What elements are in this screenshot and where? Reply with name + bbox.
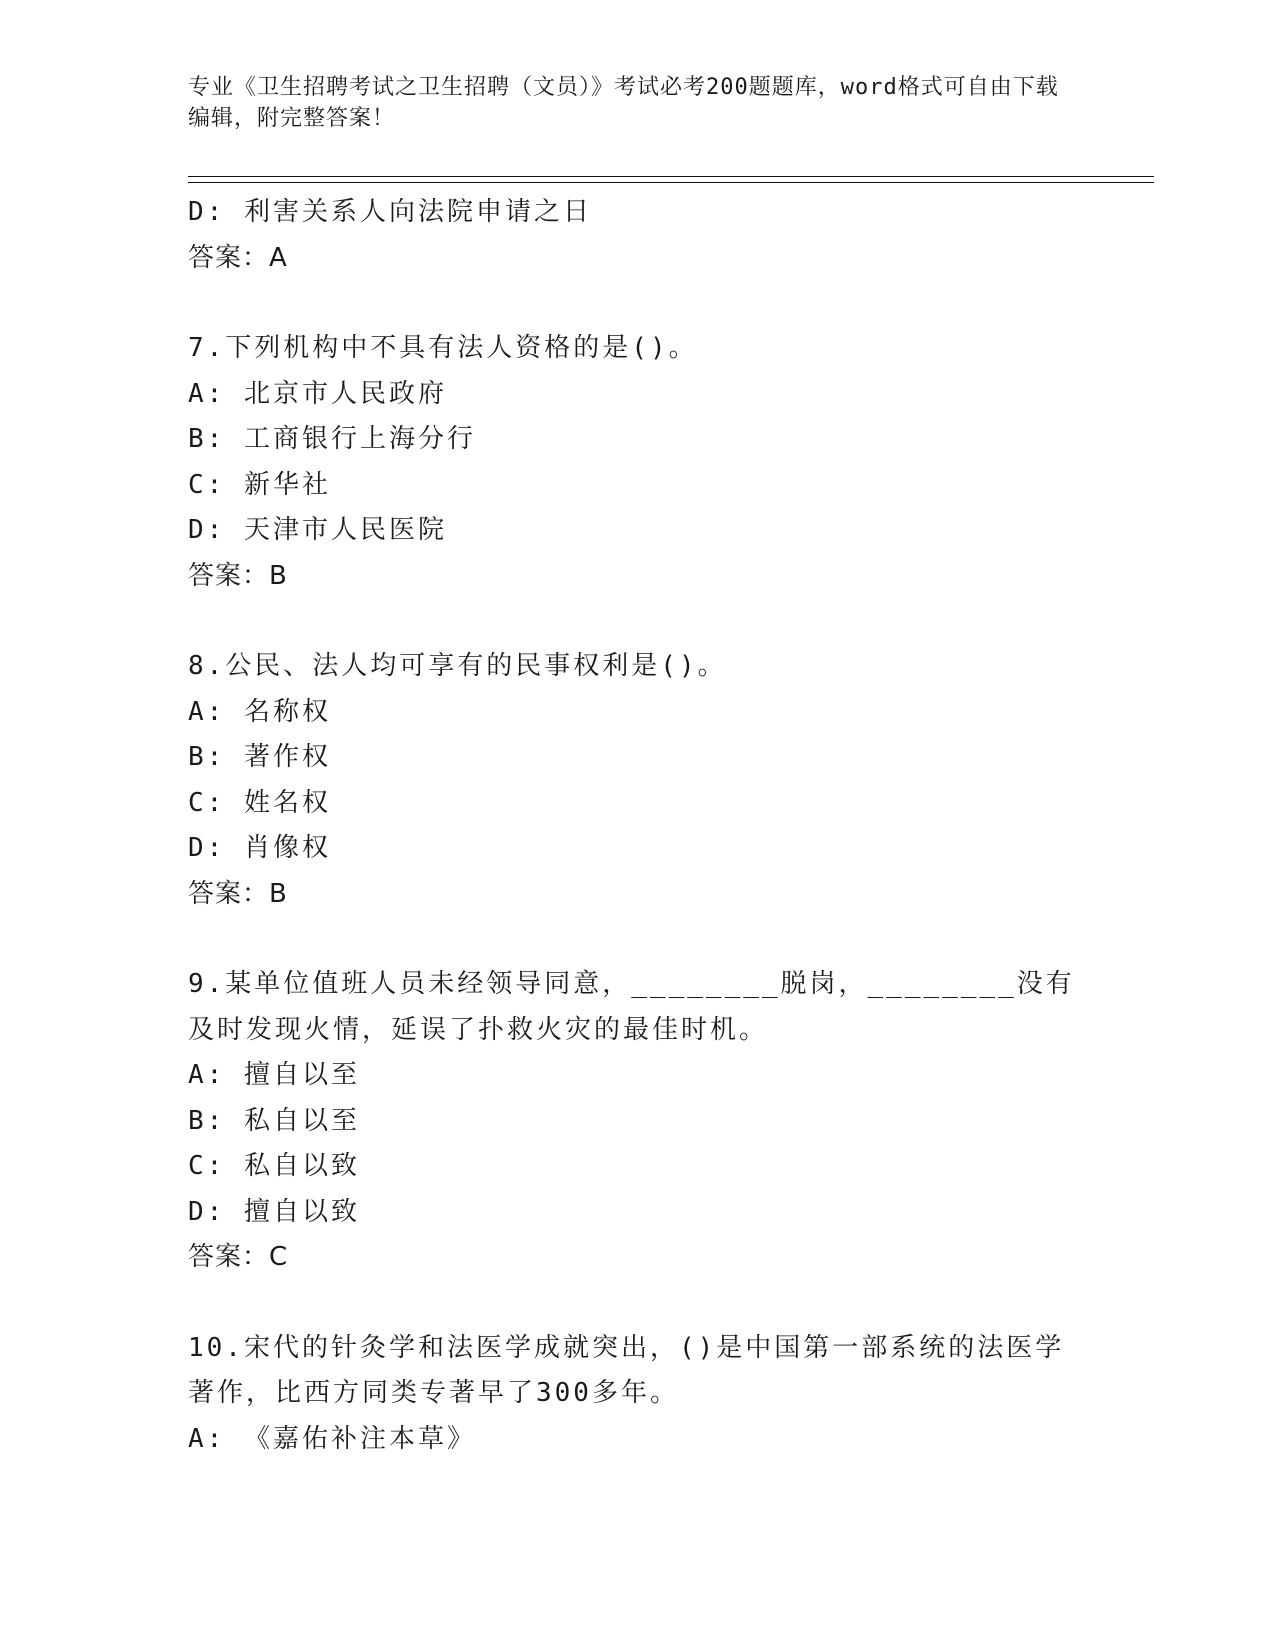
header-divider-bottom: [188, 182, 1154, 183]
question-list: [188, 190, 1088, 1462]
header-divider-top: [188, 176, 1154, 177]
document-header: 专业《卫生招聘考试之卫生招聘（文员）》考试必考200题题库，word格式可自由下载编辑，附完整答案！: [188, 75, 1059, 131]
question-9: [188, 962, 1088, 1281]
question-8: [188, 644, 1088, 917]
option-d: D: 利害关系人向法院申请之日: [188, 197, 592, 227]
answer-line: 答案：B: [188, 560, 288, 591]
question-stem: 10.宋代的针灸学和法医学成就突出，()是中国第一部系统的法医学著作，比西方同类专著早了300多年。: [188, 1332, 1065, 1408]
option-a: A: 《嘉佑补注本草》: [188, 1423, 476, 1454]
option-b: B: 著作权: [188, 742, 331, 772]
option-c: C: 姓名权: [188, 787, 331, 818]
option-b: B: 私自以至: [188, 1105, 360, 1136]
option-c: C: 私自以致: [188, 1151, 360, 1181]
question-stem: 7.下列机构中不具有法人资格的是()。: [188, 333, 698, 363]
question-7: [188, 326, 1088, 599]
question-stem: 9.某单位值班人员未经领导同意，________脱岗，________没有及时发现火情，延误了扑救火灾的最佳时机。: [188, 969, 1075, 1045]
question-stem: 8.公民、法人均可享有的民事权利是()。: [188, 651, 727, 681]
answer-line: 答案：B: [188, 878, 288, 909]
option-b: B: 工商银行上海分行: [188, 424, 476, 454]
answer-line: 答案：A: [188, 242, 288, 273]
option-c: C: 新华社: [188, 469, 331, 500]
answer-line: 答案：C: [188, 1242, 289, 1272]
question-10: [188, 1326, 1088, 1463]
option-d: D: 天津市人民医院: [188, 515, 447, 545]
option-a: A: 名称权: [188, 696, 331, 727]
option-d: D: 肖像权: [188, 833, 331, 863]
option-d: D: 擅自以致: [188, 1196, 360, 1227]
option-a: A: 擅自以至: [188, 1060, 360, 1090]
option-a: A: 北京市人民政府: [188, 378, 447, 409]
